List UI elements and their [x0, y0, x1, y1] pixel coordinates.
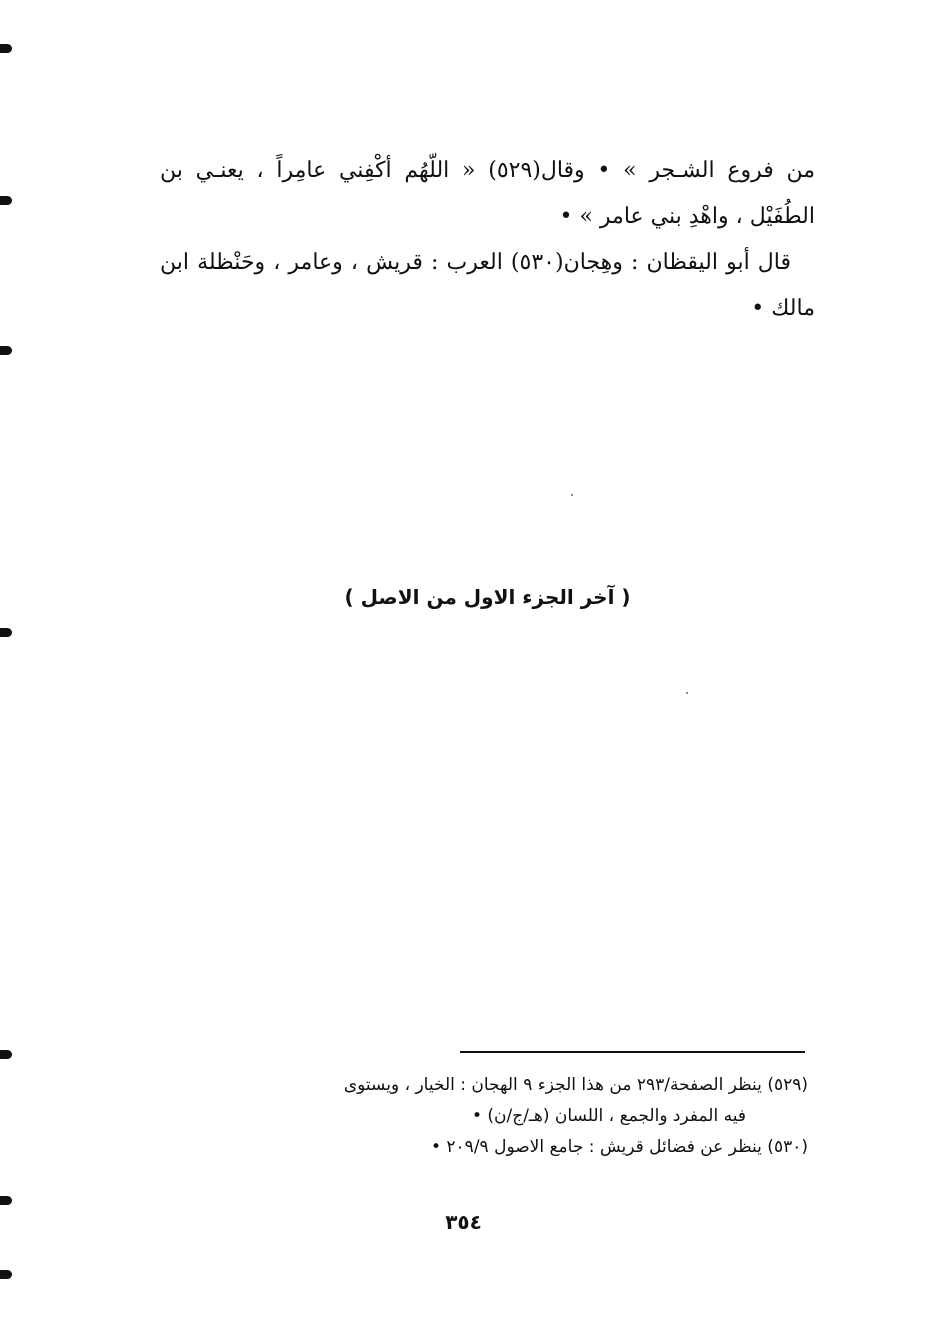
- binding-hole-mark: [0, 1196, 12, 1205]
- binding-hole-mark: [0, 1270, 12, 1279]
- binding-hole-mark: [0, 346, 12, 355]
- page-number: ٣٥٤: [445, 1210, 482, 1234]
- footnote-529: (٥٢٩) ينظر الصفحة/٢٩٣ من هذا الجزء ٩ الهجان : الخيار ، ويستوى: [343, 1075, 808, 1095]
- binding-hole-mark: [0, 628, 12, 637]
- main-text: [160, 148, 815, 332]
- binding-hole-mark: [0, 196, 12, 205]
- footnote-529-continuation: فيه المفرد والجمع ، اللسان (هـ/ج/ن) •: [471, 1106, 746, 1126]
- binding-hole-mark: [0, 44, 12, 53]
- footnote-separator: [460, 1051, 805, 1053]
- footnotes: [158, 1070, 808, 1163]
- section-end-heading: ( آخر الجزء الاول من الاصل ): [344, 585, 631, 609]
- paragraph-2: قال أبو اليقظان : وهِجان(٥٣٠) العرب : قريش ، وعامر ، وحَنْظلة ابن مالك •: [160, 250, 815, 321]
- scan-speck: [571, 494, 573, 496]
- scan-speck: [686, 692, 688, 694]
- binding-hole-mark: [0, 1050, 12, 1059]
- footnote-530: (٥٣٠) ينظر عن فضائل قريش : جامع الاصول ٢٠٩/٩ •: [430, 1137, 808, 1157]
- paragraph-1: من فروع الشـجر » • وقال(٥٢٩) « اللّهُم أكْفِني عامِراً ، يعنـي بن الطُفَيْل ، واهْدِ بني عامر » •: [160, 158, 815, 229]
